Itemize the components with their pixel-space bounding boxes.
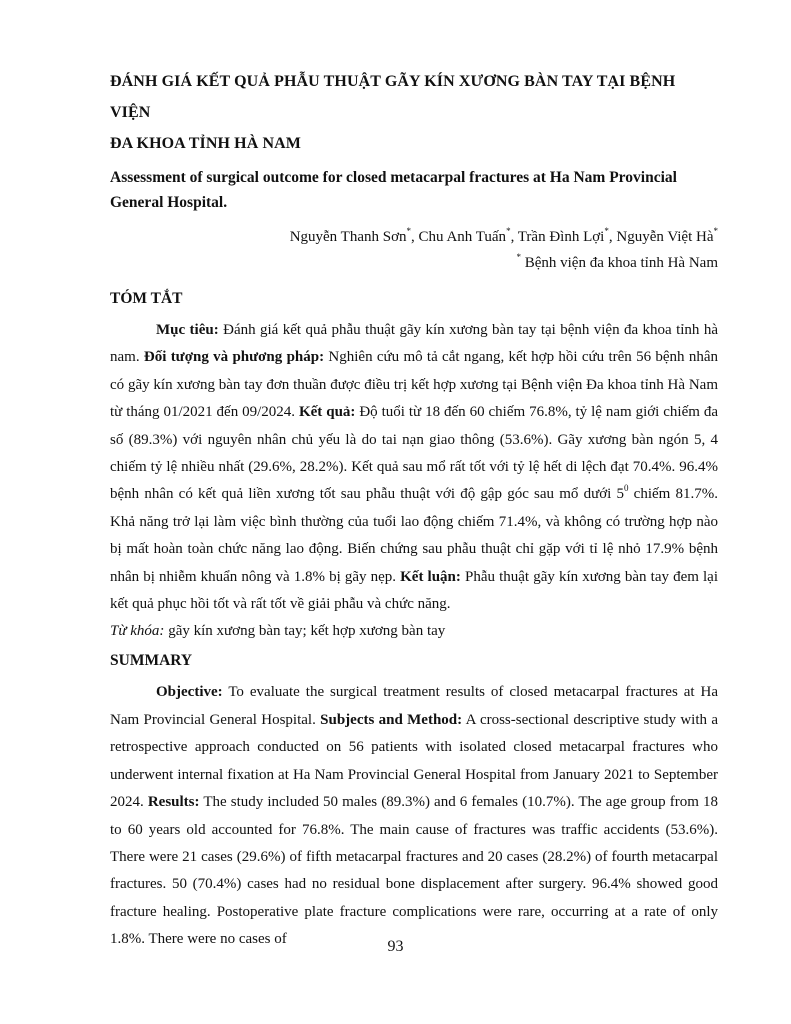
affiliation [110, 251, 718, 275]
author-separator: , [510, 229, 518, 245]
abstract-vi-body [110, 317, 718, 618]
author-separator: , [608, 229, 617, 245]
objective-text-en: To evaluate the surgical treatment results of closed metacarpal fractures at Ha Nam Provincial General Hospital. [110, 684, 718, 728]
methods-text-vi: Nghiên cứu mô tả cắt ngang, kết hợp hồi cứu trên 56 bệnh nhân có gãy kín xương bàn tay đơn thuần được điều trị kết hợp xương tại Bệnh viện Đa khoa tỉnh Hà Nam từ tháng 01/2021 đến 09/2024. [110, 349, 718, 421]
author-mark: * [604, 226, 609, 236]
author-mark: * [406, 226, 412, 236]
objective-label-vi: Mục tiêu: [156, 322, 219, 338]
results-text-en: The study included 50 males (89.3%) and 6 females (10.7%). The age group from 18 to 60 years old accounted for 76.8%. The main cause of fractures was traffic accidents (53.6%). There were 21 cases (29.6%) of fifth metacarpal fractures and 20 cases (28.2%) of fourth metacarpal fractures. 50 (70.4%) cases had no residual bone displacement after surgery. 96.4% showed good fracture healing. Postoperative plate fracture complications were rare, occurring at a rate of only 1.8%. There were no cases of [110, 794, 719, 948]
article-page [110, 66, 718, 954]
affiliation-mark: * [516, 252, 521, 262]
methods-label-vi: Đối tượng và phương pháp: [143, 349, 325, 366]
results-text-vi-1: Độ tuổi từ 18 đến 60 chiếm 76.8%, tỷ lệ nam giới chiếm đa số (89.3%) với nguyên nhân chủ yếu là do tai nạn giao thông (53.6%). Gãy xương bàn ngón 5, 4 chiếm tỷ lệ nhiều nhất (29.6%, 28.2%). Kết quả sau mổ rất tốt với tỷ lệ hết di lệch đạt 70.4%. 96.4% bệnh nhân có kết quả liền xương tốt sau phẫu thuật với độ gập góc sau mổ dưới 5 [110, 404, 719, 503]
author-mark: * [506, 226, 511, 236]
keywords-text: gãy kín xương bàn tay; kết hợp xương bàn tay [164, 623, 446, 640]
objective-label-en: Objective: [156, 684, 223, 701]
title-vietnamese [110, 66, 718, 159]
keywords-label: Từ khóa: [110, 623, 165, 640]
methods-text-en: A cross-sectional descriptive study with a retrospective approach conducted on 56 patients with isolated closed metacarpal fractures who underwent internal fixation at Ha Nam Provincial General Hospital from January 2021 to September 2024. [110, 711, 718, 811]
page-number: 93 [387, 938, 404, 955]
degree-superscript: 0 [623, 483, 629, 494]
author-name: Nguyễn Việt Hà [616, 229, 714, 245]
keywords [110, 618, 718, 645]
conclusion-text-vi: Phẫu thuật gãy kín xương bàn tay đem lại kết quả phục hồi tốt và rất tốt về giải phẫu và chức năng. [110, 568, 718, 613]
affiliation-text: Bệnh viện đa khoa tỉnh Hà Nam [520, 255, 718, 271]
author-name: Nguyễn Thanh Sơn [289, 229, 407, 245]
author-separator: , [411, 229, 419, 245]
results-text-vi-2: chiếm 81.7%. Khả năng trở lại làm việc bình thường của tuổi lao động chiếm 71.4%, và không có trường hợp nào bị mất hoàn toàn chức năng lao động. Biến chứng sau phẫu thuật chỉ gặp với tỉ lệ nhỏ 17.9% bệnh nhân bị nhiễm khuẩn nông và 1.8% bị gãy nẹp. [110, 486, 718, 585]
summary-en-body [110, 679, 718, 953]
title-english: Assessment of surgical outcome for closed metacarpal fractures at Ha Nam Provincial General Hospital. [110, 169, 677, 211]
results-label-en: Results: [147, 794, 200, 811]
abstract-heading-vi: TÓM TẮT [110, 290, 183, 307]
methods-label-en: Subjects and Method: [320, 711, 463, 728]
objective-text-vi: Đánh giá kết quả phẫu thuật gãy kín xương bàn tay tại bệnh viện đa khoa tỉnh hà nam. [110, 322, 718, 366]
author-name: Chu Anh Tuấn [418, 229, 507, 245]
summary-heading-en: SUMMARY [110, 652, 193, 670]
author-name: Trần Đình Lợi [517, 229, 605, 245]
author-mark: * [713, 226, 718, 236]
results-label-vi: Kết quả: [298, 404, 356, 421]
author-list [110, 225, 718, 249]
title-vi-line-1: ĐÁNH GIÁ KẾT QUẢ PHẪU THUẬT GÃY KÍN XƯƠNG BÀN TAY TẠI BỆNH VIỆN [110, 73, 676, 121]
title-vi-line-2: ĐA KHOA TỈNH HÀ NAM [110, 135, 301, 152]
conclusion-label-vi: Kết luận: [400, 568, 461, 585]
